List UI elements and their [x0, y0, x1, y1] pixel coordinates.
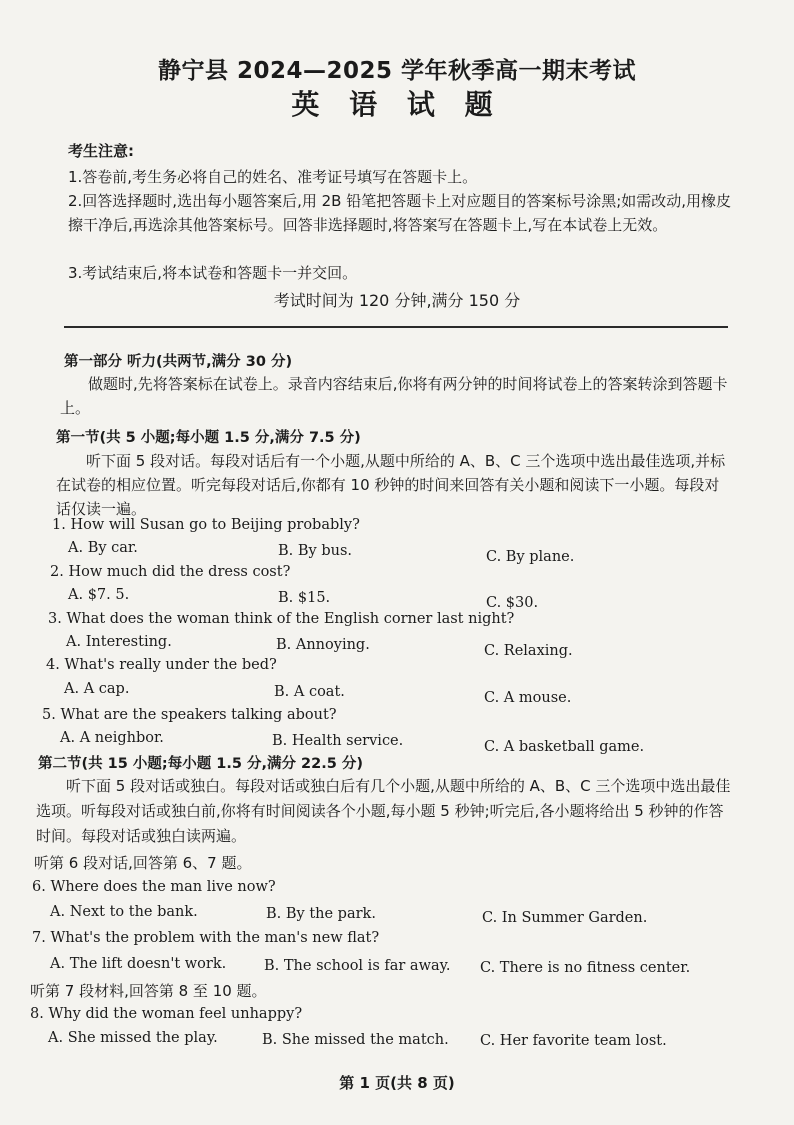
- exam-time-info: 考试时间为 120 分钟,满分 150 分: [273, 291, 521, 310]
- notice-item-1: 1.答卷前,考生务必将自己的姓名、准考证号填写在答题卡上。: [68, 168, 478, 186]
- option-3a: A. Interesting.: [66, 634, 172, 650]
- question-8: 8. Why did the woman feel unhappy?: [30, 1006, 303, 1022]
- option-7c: C. There is no fitness center.: [480, 960, 691, 976]
- option-3c: C. Relaxing.: [484, 643, 573, 659]
- option-1b: B. By bus.: [278, 543, 353, 559]
- option-6c: C. In Summer Garden.: [482, 910, 648, 926]
- option-1a: A. By car.: [68, 540, 138, 556]
- option-4b: B. A coat.: [274, 684, 345, 700]
- option-6a: A. Next to the bank.: [50, 904, 198, 920]
- question-7: 7. What's the problem with the man's new flat?: [32, 930, 380, 946]
- exam-subtitle: 英 语 试 题: [291, 88, 503, 121]
- question-2: 2. How much did the dress cost?: [50, 564, 291, 580]
- notice-item-3: 3.考试结束后,将本试卷和答题卡一并交回。: [68, 264, 358, 282]
- option-5b: B. Health service.: [272, 733, 404, 749]
- section1-instruction: 听下面 5 段对话。每段对话后有一个小题,从题中所给的 A、B、C 三个选项中选出最佳选项,并标在试卷的相应位置。听完每段对话后,你都有 10 秒钟的时间来回答有关小题和阅读下一小题。每段对话仅读一遍。: [56, 452, 726, 518]
- section2-instruction: 听下面 5 段对话或独白。每段对话或独白后有几个小题,从题中所给的 A、B、C 三个选项中选出最佳选项。听每段对话或独白前,你将有时间阅读各个小题,每小题 5 秒钟;听完后,各小题将给出 5 秒钟的作答时间。每段对话或独白读两遍。: [36, 777, 731, 845]
- question-3: 3. What does the woman think of the English corner last night?: [48, 611, 515, 627]
- section2-heading: 第二节(共 15 小题;每小题 1.5 分,满分 22.5 分): [38, 756, 363, 772]
- option-4c: C. A mouse.: [484, 690, 572, 706]
- question-5: 5. What are the speakers talking about?: [42, 707, 337, 723]
- option-8b: B. She missed the match.: [262, 1032, 449, 1048]
- option-5a: A. A neighbor.: [60, 730, 164, 746]
- group-7-instruction: 听第 7 段材料,回答第 8 至 10 题。: [30, 982, 267, 1000]
- option-2b: B. $15.: [278, 590, 331, 606]
- question-1: 1. How will Susan go to Beijing probably?: [52, 517, 360, 533]
- section1-heading: 第一节(共 5 小题;每小题 1.5 分,满分 7.5 分): [56, 430, 361, 446]
- question-4: 4. What's really under the bed?: [46, 657, 277, 673]
- part1-heading: 第一部分 听力(共两节,满分 30 分): [64, 354, 293, 370]
- group-6-instruction: 听第 6 段对话,回答第 6、7 题。: [34, 854, 252, 872]
- option-7b: B. The school is far away.: [264, 958, 451, 974]
- page-number: 第 1 页(共 8 页): [339, 1074, 455, 1092]
- option-7a: A. The lift doesn't work.: [50, 956, 227, 972]
- part1-instruction: 做题时,先将答案标在试卷上。录音内容结束后,你将有两分钟的时间将试卷上的答案转涂到答题卡上。: [60, 375, 728, 417]
- question-6: 6. Where does the man live now?: [32, 879, 276, 895]
- option-5c: C. A basketball game.: [484, 739, 645, 755]
- option-6b: B. By the park.: [266, 906, 376, 922]
- option-3b: B. Annoying.: [276, 637, 370, 653]
- option-8a: A. She missed the play.: [48, 1030, 218, 1046]
- option-8c: C. Her favorite team lost.: [480, 1033, 667, 1049]
- divider-line: [64, 326, 728, 328]
- option-2c: C. $30.: [486, 595, 539, 611]
- notice-heading: 考生注意:: [68, 142, 134, 160]
- option-2a: A. $7. 5.: [68, 587, 130, 603]
- exam-title: 静宁县 2024—2025 学年秋季高一期末考试: [157, 58, 637, 84]
- option-1c: C. By plane.: [486, 549, 575, 565]
- option-4a: A. A cap.: [64, 681, 130, 697]
- notice-item-2: 2.回答选择题时,选出每小题答案后,用 2B 铅笔把答题卡上对应题目的答案标号涂黑;如需改动,用橡皮擦干净后,再选涂其他答案标号。回答非选择题时,将答案写在答题卡上,写在本试卷上无效。: [68, 192, 732, 234]
